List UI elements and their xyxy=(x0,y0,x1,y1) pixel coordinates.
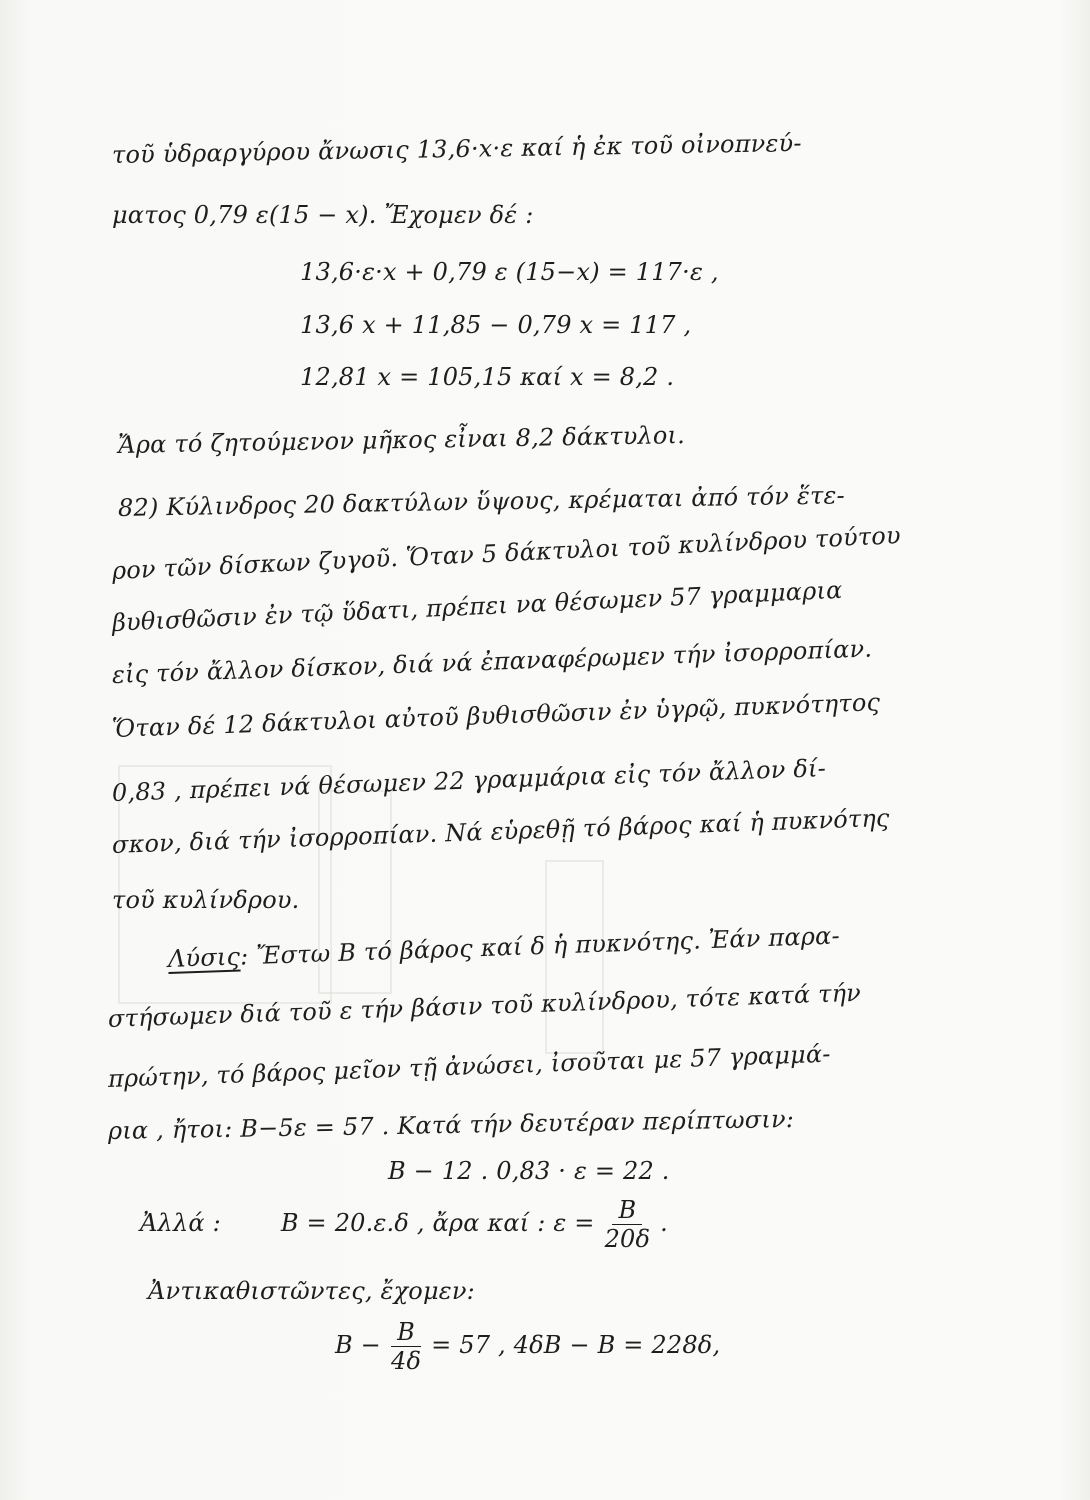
equation-line: B − 12 . 0,83 · ε = 22 . xyxy=(388,1157,670,1185)
solution-label: Λύσις xyxy=(167,942,241,973)
fraction-denominator: 20δ xyxy=(604,1225,651,1253)
solution-line: ρια , ἤτοι: B−5ε = 57 . Κατά τήν δευτέραν περίπτωσιν: xyxy=(107,1105,795,1145)
problem-statement-line: σκον, διά τήν ἰσορροπίαν. Νά εὑρεθῇ τό βάρος καί ἡ πυκνότης xyxy=(111,803,890,859)
text-line: Ἀντικαθιστῶντες, ἔχομεν: xyxy=(148,1277,475,1305)
fraction-numerator: B xyxy=(391,1318,421,1347)
equation-line: 12,81 x = 105,15 καί x = 8,2 . xyxy=(300,363,675,391)
problem-statement-line: 82) Κύλινδρος 20 δακτύλων ὕψους, κρέμαται ἀπό τόν ἕτε- xyxy=(117,481,846,522)
equation-body: B = 20.ε.δ , ἄρα καί : ε = xyxy=(280,1209,595,1237)
text-line: ματος 0,79 ε(15 − x). Ἔχομεν δέ : xyxy=(112,201,534,229)
equation-line-final xyxy=(335,1318,720,1375)
problem-statement-line: εἰς τόν ἄλλον δίσκον, διά νά ἐπαναφέρωμεν τήν ἰσορροπίαν. xyxy=(111,634,873,689)
fraction xyxy=(387,1318,425,1375)
equation-line-alla xyxy=(140,1196,668,1253)
result-line: Ἄρα τό ζητούμενον μῆκος εἶναι 8,2 δάκτυλοι. xyxy=(117,421,686,459)
equation-suffix: . xyxy=(660,1209,669,1237)
solution-line: στήσωμεν διά τοῦ ε τήν βάσιν τοῦ κυλίνδρου, τότε κατά τήν xyxy=(107,978,862,1033)
problem-statement-line: Ὅταν δέ 12 δάκτυλοι αὐτοῦ βυθισθῶσιν ἐν ὑγρῷ, πυκνότητος xyxy=(111,688,881,743)
equation-suffix: = 57 , 4δB − B = 228δ, xyxy=(431,1331,721,1359)
equation-prefix: Ἀλλά : xyxy=(140,1209,221,1237)
problem-statement-line: ρον τῶν δίσκων ζυγοῦ. Ὅταν 5 δάκτυλοι τοῦ κυλίνδρου τούτου xyxy=(111,521,902,585)
text-line: τοῦ ὑδραργύρου ἄνωσις 13,6·x·ε καί ἡ ἐκ τοῦ οἰνοπνεύ- xyxy=(111,128,802,169)
problem-statement-line: τοῦ κυλίνδρου. xyxy=(112,886,300,914)
fraction-numerator: B xyxy=(612,1196,642,1225)
solution-text: : Ἔστω B τό βάρος καί δ ἡ πυκνότης. Ἐάν παρα- xyxy=(239,921,841,971)
equation-prefix: B − xyxy=(335,1331,381,1359)
fraction xyxy=(601,1196,655,1253)
solution-line: πρώτην, τό βάρος μεῖον τῇ ἀνώσει, ἰσοῦται με 57 γραμμά- xyxy=(107,1039,832,1093)
problem-statement-line: βυθισθῶσιν ἐν τῷ ὕδατι, πρέπει να θέσωμεν 57 γραμμαρια xyxy=(111,575,844,637)
equation-line: 13,6 x + 11,85 − 0,79 x = 117 , xyxy=(300,311,692,339)
equation-line: 13,6·ε·x + 0,79 ε (15−x) = 117·ε , xyxy=(300,258,719,286)
fraction-denominator: 4δ xyxy=(390,1347,422,1375)
problem-statement-line: 0,83 , πρέπει νά θέσωμεν 22 γραμμάρια εἰς τόν ἄλλον δί- xyxy=(111,754,827,807)
